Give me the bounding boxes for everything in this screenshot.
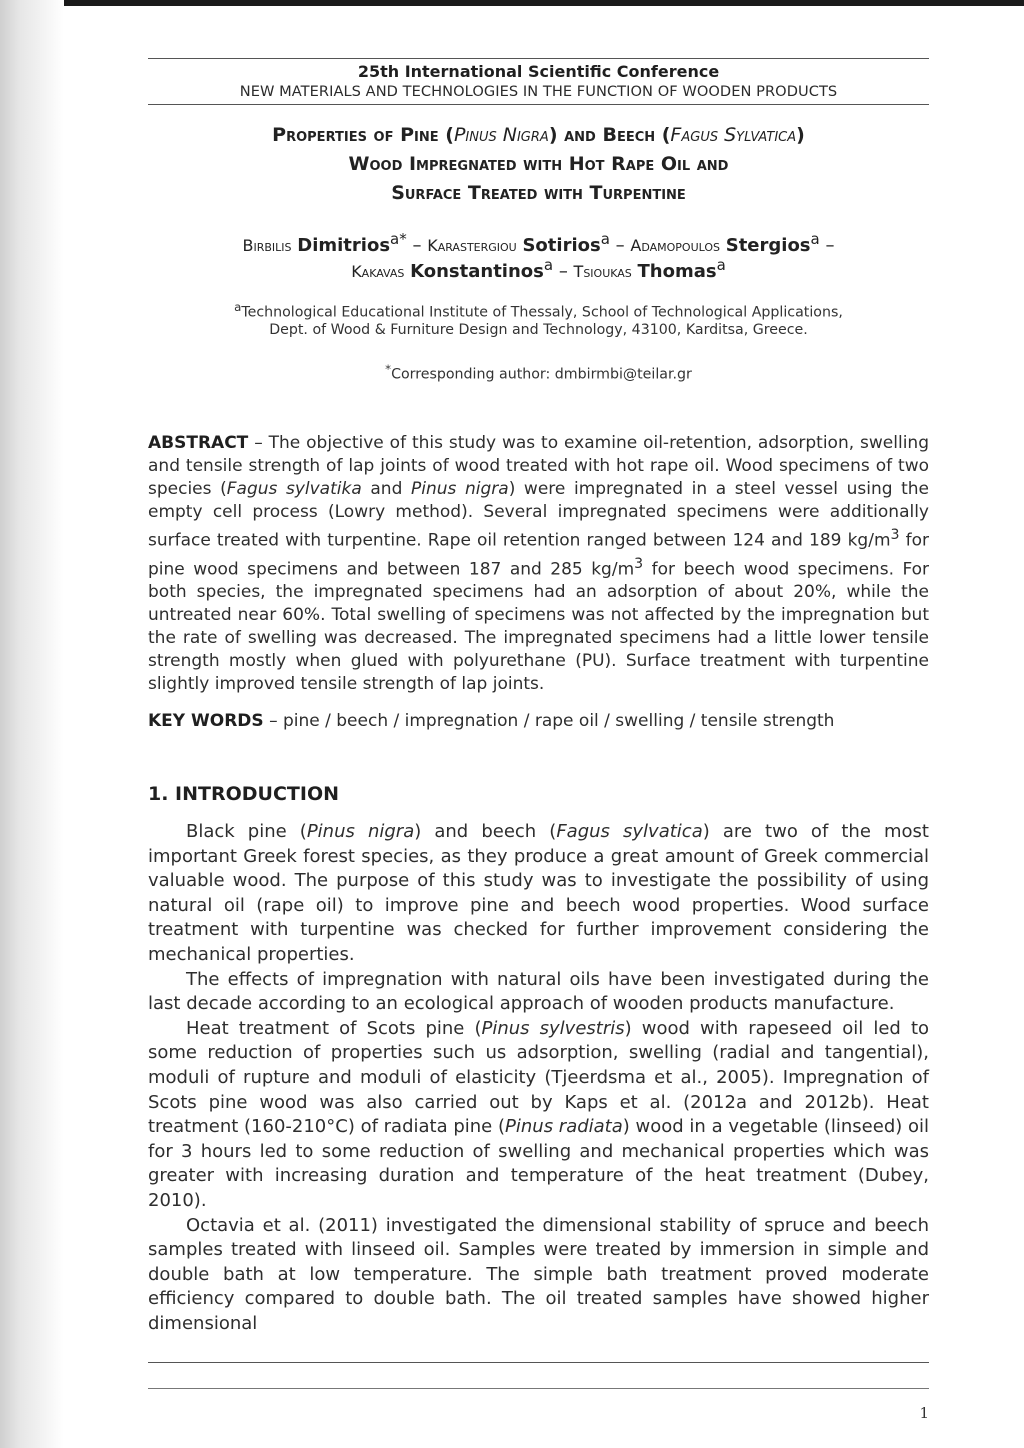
author-affil-mark: a* <box>390 230 407 248</box>
author-separator: – <box>615 235 625 256</box>
author-surname: Tsioukas <box>573 262 632 281</box>
author-surname: Karastergiou <box>427 236 517 255</box>
author-separator: – <box>558 261 568 282</box>
affiliation-mark: a <box>234 300 242 314</box>
author-given-name: Stergios <box>725 235 811 256</box>
paper-page <box>148 0 929 1448</box>
paragraph-text: ) wood with rapeseed oil led to some reduction of properties such us adsorption, swelling (radial and tangential), moduli of rupture and moduli of elasticity (Tjeerdsma et al., 2005). Impregnation of Scots pine wood was also carried out by Kaps et al. (2012a and 2012b). Heat treatment (160-210°C) of radiata pine ( <box>148 1017 930 1138</box>
footer-rule-bottom <box>148 1388 929 1389</box>
title-text: ) <box>796 124 805 146</box>
species-name: Fagus sylvatika <box>226 479 362 499</box>
abstract-text: – The objective of this study was to examine oil-retention, adsorption, swelling and tensile strength of lap joints of wood treated with hot rape oil. Wood specimens of two species ( <box>148 433 929 499</box>
superscript: 3 <box>890 527 900 543</box>
title-text: ) and Beech ( <box>548 124 671 146</box>
author-given-name: Dimitrios <box>297 235 391 256</box>
paper-title-line-2: Wood Impregnated with Hot Rape Oil and <box>348 153 729 175</box>
author-surname: Birbilis <box>242 236 292 255</box>
page-number: 1 <box>919 1404 929 1422</box>
section-heading-introduction: 1. INTRODUCTION <box>148 783 339 805</box>
abstract-text: for beech wood specimens. For both species, the impregnated specimens had an adsorption of about 20%, while the untreated near 60%. Total swelling of specimens was not affected by the impregnation but the rate of swelling was decreased. The impregnated specimens had a little lower tensile strength mostly when glued with polyurethane (PU). Surface treatment with turpentine slightly improved tensile strength of lap joints. <box>148 559 930 695</box>
paper-title-line-3: Surface Treated with Turpentine <box>391 182 686 204</box>
paragraph-text: Black pine ( <box>186 821 307 842</box>
author-line-2 <box>148 256 929 282</box>
affiliation-line-2: Dept. of Wood & Furniture Design and Technology, 43100, Karditsa, Greece. <box>269 322 808 338</box>
conference-title: 25th International Scientific Conference <box>357 62 720 81</box>
affiliation-text: Technological Educational Institute of Thessaly, School of Technological Applications, <box>241 304 843 321</box>
paragraph-text: ) and beech ( <box>414 821 557 842</box>
species-name: Pinus nigra <box>410 479 509 499</box>
species-name: Pinus nigra <box>306 821 415 842</box>
paragraph-text: ) wood in a vegetable (linseed) oil for 3 hours led to some reduction of swelling and mechanical properties which was greater with increasing duration and temperature of the heat treatment (Dubey, 2010). <box>148 1116 930 1211</box>
keywords <box>148 710 929 733</box>
affiliation-line-1 <box>148 300 929 321</box>
author-affil-mark: a <box>600 230 610 248</box>
paragraph <box>148 1017 929 1214</box>
introduction-body <box>148 820 929 1336</box>
keywords-text: – pine / beech / impregnation / rape oil / swelling / tensile strength <box>263 711 835 731</box>
header-rule-top <box>148 58 929 59</box>
species-name: Fagus sylvatica <box>556 821 703 842</box>
author-line-1 <box>148 230 929 256</box>
author-given-name: Thomas <box>637 261 717 282</box>
title-species-beech: Fagus Sylvatica <box>670 124 797 146</box>
paragraph-text: ) are two of the most important Greek forest species, as they produce a great amount of Greek commercial valuable wood. The purpose of this study was to investigate the possibility of using natural oil (rape oil) to improve pine and beech wood properties. Wood surface treatment with turpentine was checked for further improvement considering the mechanical properties. <box>148 821 929 965</box>
author-surname: Kakavas <box>351 262 405 281</box>
title-text: Properties of Pine ( <box>272 124 454 146</box>
species-name: Pinus radiata <box>505 1116 623 1138</box>
author-separator: – <box>825 235 835 256</box>
author-given-name: Sotirios <box>522 235 601 256</box>
author-separator: – <box>412 235 422 256</box>
keywords-label: KEY WORDS <box>148 711 264 731</box>
author-affil-mark: a <box>810 230 820 248</box>
conference-subtitle: NEW MATERIALS AND TECHNOLOGIES IN THE FUNCTION OF WOODEN PRODUCTS <box>239 83 838 100</box>
author-given-name: Konstantinos <box>410 261 544 282</box>
species-name: Pinus sylvestris <box>481 1017 625 1039</box>
paragraph: Octavia et al. (2011) investigated the dimensional stability of spruce and beech samples treated with linseed oil. Samples were treated by immersion in simple and double bath at low temperature. The simple bath treatment proved moderate efficiency compared to double bath. The oil treated samples have showed higher dimensional <box>148 1214 929 1334</box>
title-species-pine: Pinus Nigra <box>453 124 549 146</box>
abstract-text: ) were impregnated in a steel vessel using the empty cell process (Lowry method). Several impregnated specimens were additionally surface treated with turpentine. Rape oil retention ranged between 124 and 189 kg/m <box>148 479 930 551</box>
scan-edge-left <box>0 0 64 1448</box>
author-surname: Adamopoulos <box>630 236 720 255</box>
superscript: 3 <box>634 555 644 572</box>
footer-rule-top <box>148 1362 929 1363</box>
author-affil-mark: a <box>543 256 554 274</box>
author-affil-mark: a <box>716 256 726 274</box>
paper-title-line-1 <box>148 124 929 146</box>
abstract-label: ABSTRACT <box>148 433 249 453</box>
corresponding-mark: * <box>385 362 392 376</box>
corresponding-text: Corresponding author: dmbirmbi@teilar.gr <box>391 366 692 383</box>
paragraph: The effects of impregnation with natural oils have been investigated during the last decade according to an ecological approach of wooden products manufacture. <box>148 968 929 1015</box>
abstract-text: for pine wood specimens and between 187 and 285 kg/m <box>148 530 929 580</box>
paragraph <box>148 820 929 968</box>
header-rule-bottom <box>148 104 929 105</box>
paragraph-text: Heat treatment of Scots pine ( <box>186 1017 482 1039</box>
abstract-text: and <box>361 479 411 499</box>
abstract <box>148 432 929 696</box>
corresponding-author <box>148 362 929 383</box>
